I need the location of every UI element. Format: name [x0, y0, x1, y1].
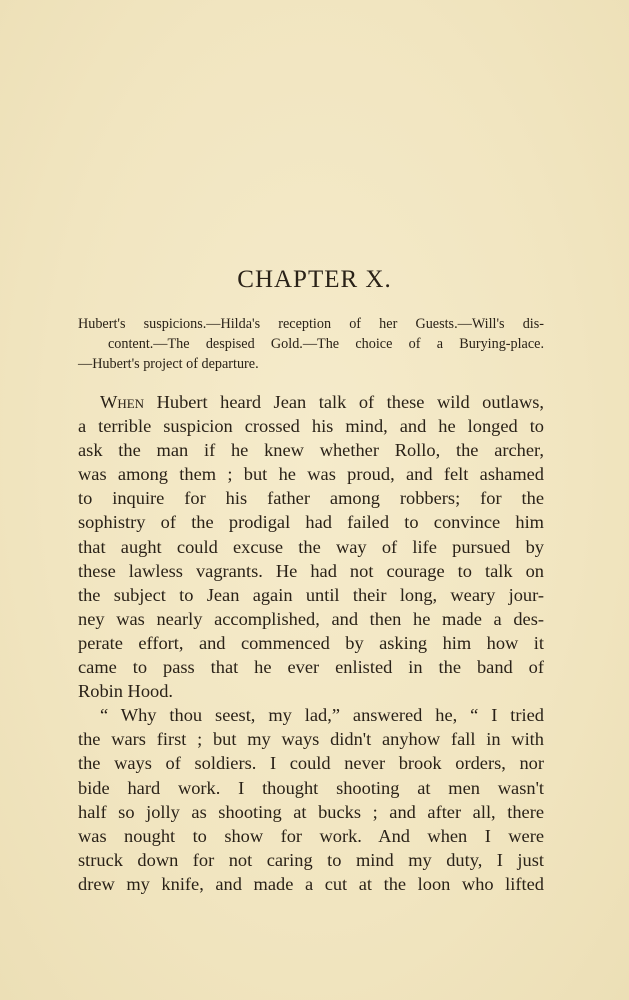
- body-line: sophistry of the prodigal had failed to convince him: [78, 512, 544, 533]
- body-line: the ways of soldiers. I could never brook orders, nor: [78, 753, 544, 774]
- body-line: Robin Hood.: [78, 681, 174, 702]
- chapter-summary: [78, 314, 544, 374]
- body-line: was among them ; but he was proud, and felt ashamed: [78, 464, 544, 485]
- body-line: the subject to Jean again until their long, weary jour-: [78, 584, 544, 605]
- body-line: the wars first ; but my ways didn't anyhow fall in with: [78, 729, 544, 750]
- body-line: came to pass that he ever enlisted in the band of: [78, 657, 544, 678]
- body-line: that aught could excuse the way of life pursued by: [78, 536, 544, 557]
- chapter-body: [78, 390, 544, 896]
- body-line: these lawless vagrants. He had not courage to talk on: [78, 560, 544, 581]
- summary-line: content.—The despised Gold.—The choice of a Burying-place.: [108, 336, 544, 352]
- summary-line: —Hubert's project of departure.: [78, 356, 259, 372]
- body-line: drew my knife, and made a cut at the loon who lifted: [78, 873, 544, 894]
- body-line: to inquire for his father among robbers; for the: [78, 488, 544, 509]
- body-line: was nought to show for work. And when I were: [78, 825, 544, 846]
- body-line: perate effort, and commenced by asking him how it: [78, 632, 544, 653]
- drop-word: When: [100, 392, 145, 412]
- body-line: ney was nearly accomplished, and then he made a des-: [78, 608, 544, 629]
- summary-line: Hubert's suspicions.—Hilda's reception of her Guests.—Will's dis-: [78, 316, 544, 332]
- body-line: “ Why thou seest, my lad,” answered he, “ I tried: [100, 705, 544, 726]
- body-line: bide hard work. I thought shooting at men wasn't: [78, 777, 544, 798]
- body-line-first: [78, 390, 544, 414]
- first-line-text: Hubert heard Jean talk of these wild outlaws,: [144, 392, 544, 412]
- body-line: half so jolly as shooting at bucks ; and after all, there: [78, 801, 544, 822]
- body-line: a terrible suspicion crossed his mind, and he longed to: [78, 416, 544, 437]
- body-line: struck down for not caring to mind my duty, I just: [78, 849, 544, 870]
- body-line: ask the man if he knew whether Rollo, the archer,: [78, 440, 544, 461]
- chapter-title: CHAPTER X.: [237, 266, 392, 293]
